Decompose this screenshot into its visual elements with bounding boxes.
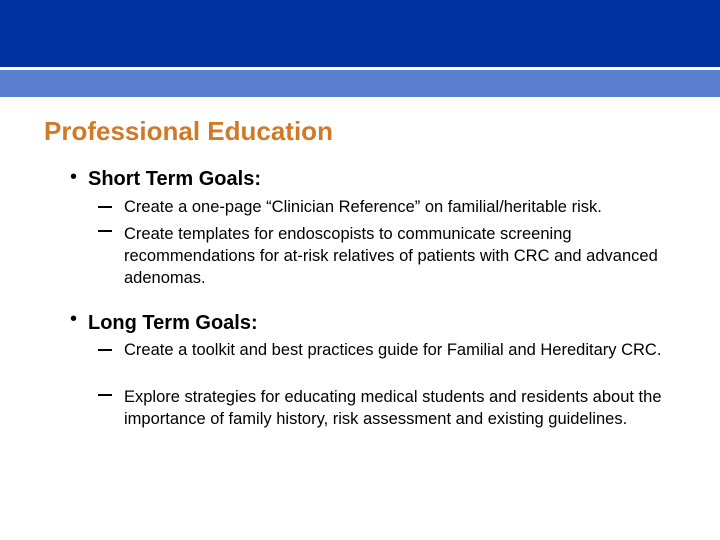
slide-title: Professional Education bbox=[44, 116, 333, 146]
list-item: Create a toolkit and best practices guide for Familial and Hereditary CRC. bbox=[124, 341, 662, 359]
bullet-icon: • bbox=[70, 166, 78, 188]
bullet-icon: • bbox=[70, 308, 78, 330]
header-band bbox=[0, 0, 720, 67]
header-accent-band bbox=[0, 70, 720, 97]
dash-icon bbox=[98, 230, 112, 232]
list-item: Create a one-page “Clinician Reference” on familial/heritable risk. bbox=[124, 198, 602, 216]
list-item: Explore strategies for educating medical students and residents about the importance of family history, risk assessment and existing guidelines. bbox=[124, 388, 662, 428]
dash-icon bbox=[98, 206, 112, 208]
dash-icon bbox=[98, 394, 112, 396]
dash-icon bbox=[98, 349, 112, 351]
list-item: Create templates for endoscopists to communicate screening recommendations for at-risk relatives of patients with CRC and advanced adenomas. bbox=[124, 225, 658, 287]
section-label-short-term: Short Term Goals: bbox=[88, 168, 261, 190]
section-label-long-term: Long Term Goals: bbox=[88, 312, 258, 334]
